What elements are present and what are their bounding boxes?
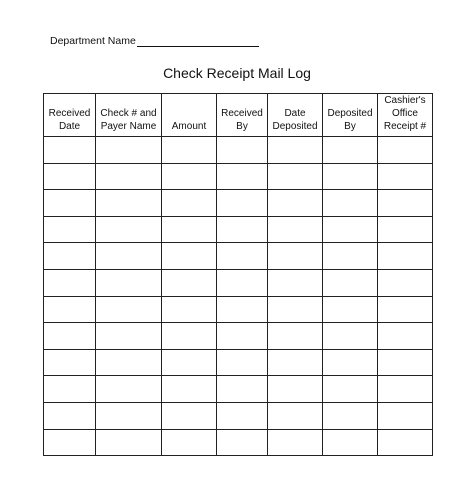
table-cell[interactable] [44,163,96,190]
column-header-amount: Amount [162,94,217,137]
table-cell[interactable] [378,349,433,376]
table-row [44,163,433,190]
table-cell[interactable] [268,402,323,429]
table-cell[interactable] [378,216,433,243]
table-cell[interactable] [268,296,323,323]
table-row [44,402,433,429]
table-cell[interactable] [96,190,162,217]
table-cell[interactable] [96,349,162,376]
table-cell[interactable] [96,429,162,456]
table-cell[interactable] [96,402,162,429]
table-cell[interactable] [96,269,162,296]
table-cell[interactable] [217,349,268,376]
table-cell[interactable] [96,296,162,323]
table-cell[interactable] [323,349,378,376]
department-name-label: Department Name [50,35,136,47]
table-cell[interactable] [162,269,217,296]
table-cell[interactable] [268,137,323,164]
table-header-row [44,94,433,137]
table-cell[interactable] [44,349,96,376]
table-cell[interactable] [323,429,378,456]
table-cell[interactable] [44,323,96,350]
table-cell[interactable] [268,190,323,217]
table-cell[interactable] [323,216,378,243]
table-cell[interactable] [96,376,162,403]
table-cell[interactable] [44,402,96,429]
table-cell[interactable] [44,137,96,164]
table-cell[interactable] [96,137,162,164]
page-title: Check Receipt Mail Log [163,65,311,81]
table-cell[interactable] [378,269,433,296]
table-cell[interactable] [44,190,96,217]
table-cell[interactable] [217,269,268,296]
department-name-blank[interactable] [137,35,259,47]
table-cell[interactable] [217,243,268,270]
table-cell[interactable] [378,323,433,350]
table-cell[interactable] [378,243,433,270]
table-cell[interactable] [268,243,323,270]
table-cell[interactable] [162,349,217,376]
column-header-deposited-by: Deposited By [323,94,378,137]
column-header-check-payer: Check # and Payer Name [96,94,162,137]
table-cell[interactable] [44,376,96,403]
table-cell[interactable] [162,137,217,164]
table-cell[interactable] [162,296,217,323]
table-cell[interactable] [44,429,96,456]
table-cell[interactable] [378,137,433,164]
table-cell[interactable] [323,243,378,270]
table-row [44,349,433,376]
table-cell[interactable] [323,163,378,190]
table-cell[interactable] [323,190,378,217]
column-header-date-deposited: Date Deposited [268,94,323,137]
table-cell[interactable] [378,190,433,217]
table-cell[interactable] [44,269,96,296]
table-cell[interactable] [323,402,378,429]
table-cell[interactable] [268,216,323,243]
table-cell[interactable] [44,216,96,243]
table-cell[interactable] [378,402,433,429]
table-cell[interactable] [217,137,268,164]
table-cell[interactable] [217,296,268,323]
column-header-received-by: Received By [217,94,268,137]
table-cell[interactable] [268,323,323,350]
table-cell[interactable] [323,296,378,323]
table-cell[interactable] [378,376,433,403]
table-cell[interactable] [217,323,268,350]
table-cell[interactable] [268,429,323,456]
table-cell[interactable] [217,429,268,456]
table-cell[interactable] [96,323,162,350]
department-name-line [50,35,259,47]
table-row [44,216,433,243]
table-body [44,137,433,456]
table-cell[interactable] [323,323,378,350]
table-row [44,269,433,296]
table-cell[interactable] [378,296,433,323]
table-cell[interactable] [323,376,378,403]
table-cell[interactable] [162,190,217,217]
table-cell[interactable] [162,429,217,456]
column-header-received-date: Received Date [44,94,96,137]
table-cell[interactable] [323,137,378,164]
table-cell[interactable] [162,323,217,350]
table-cell[interactable] [162,402,217,429]
table-row [44,296,433,323]
table-row [44,137,433,164]
table-cell[interactable] [378,429,433,456]
check-receipt-log-table [43,93,433,456]
table-cell[interactable] [44,296,96,323]
table-cell[interactable] [268,349,323,376]
table-cell[interactable] [96,243,162,270]
table-cell[interactable] [162,163,217,190]
table-cell[interactable] [162,216,217,243]
table-cell[interactable] [378,163,433,190]
table-row [44,429,433,456]
table-cell[interactable] [162,376,217,403]
table-cell[interactable] [96,163,162,190]
table-cell[interactable] [44,243,96,270]
table-cell[interactable] [217,402,268,429]
table-cell[interactable] [268,163,323,190]
table-cell[interactable] [268,269,323,296]
table-row [44,190,433,217]
table-cell[interactable] [217,163,268,190]
table-cell[interactable] [323,269,378,296]
table-cell[interactable] [162,243,217,270]
table-cell[interactable] [96,216,162,243]
table-cell[interactable] [217,190,268,217]
column-header-cashier-receipt: Cashier's Office Receipt # [378,94,433,137]
table-cell[interactable] [217,376,268,403]
table-cell[interactable] [268,376,323,403]
table-cell[interactable] [217,216,268,243]
table-row [44,376,433,403]
table-row [44,243,433,270]
table-row [44,323,433,350]
